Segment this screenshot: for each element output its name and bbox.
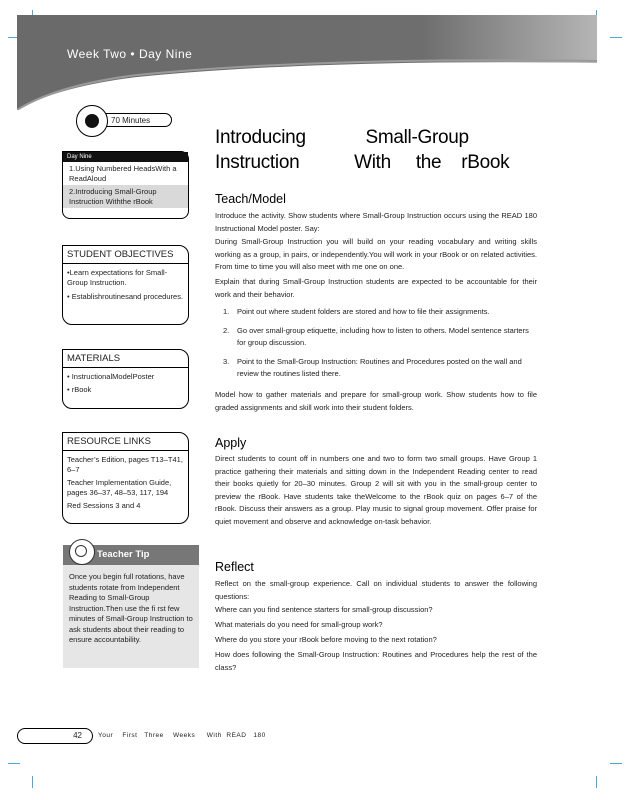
reflect-question: Where can you find sentence starters for small-group discussion? bbox=[215, 605, 433, 614]
step-number: 3. bbox=[223, 356, 230, 366]
crop-mark bbox=[596, 776, 597, 788]
step-text: Point to the Small-Group Instruction: Routines and Procedures posted on the wall and review the routines listed there. bbox=[237, 356, 522, 378]
step-item bbox=[215, 306, 537, 319]
teach-paragraph: Explain that during Small-Group Instruction students are expected to be accountable for their work and their behavior. bbox=[215, 277, 537, 299]
teach-paragraph: During Small-Group Instruction you will build on your reading vocabulary and writing skills working as a group, in pairs, or independently.You will work in your rBook or on related activities. From time to time you will also meet with me one on one. bbox=[215, 237, 537, 271]
agenda-item-current: 2.Introducing Small-Group Instruction Withthe rBook bbox=[63, 185, 188, 208]
resource-item: Red Sessions 3 and 4 bbox=[67, 501, 141, 510]
tip-heading: Teacher Tip bbox=[63, 545, 199, 565]
week-day-label: Week Two • Day Nine bbox=[67, 47, 193, 61]
clock-icon bbox=[76, 105, 108, 137]
reflect-question: Where do you store your rBook before moving to the next rotation? bbox=[215, 635, 437, 644]
agenda-heading: Day Nine bbox=[63, 152, 188, 162]
time-duration: 70 Minutes bbox=[98, 113, 172, 127]
teach-paragraph: Introduce the activity. Show students where Small-Group Instruction occurs using the READ 180 Instructional Model poster. Say: bbox=[215, 211, 537, 233]
step-item bbox=[215, 356, 537, 381]
crop-mark bbox=[610, 37, 622, 38]
lightbulb-icon bbox=[69, 539, 95, 565]
agenda-box bbox=[62, 151, 189, 219]
objective-item: • Establishroutinesand procedures. bbox=[67, 292, 184, 301]
student-objectives-box bbox=[62, 245, 189, 325]
teach-steps bbox=[215, 306, 537, 387]
resource-item: Teacher Implementation Guide, pages 36–37, 48–53, 117, 194 bbox=[67, 478, 172, 497]
material-item: • InstructionalModelPoster bbox=[67, 372, 155, 381]
tip-body: Once you begin full rotations, have students rotate from Independent Reading to Small-Group Instruction.Then use the fi rst few minutes of Small-Group Instruction to ask students about their reading to ensure accountability. bbox=[69, 572, 193, 644]
reflect-question: How does following the Small-Group Instruction: Routines and Procedures help the rest of the class? bbox=[215, 650, 537, 672]
reflect-question: What materials do you need for small-group work? bbox=[215, 620, 383, 629]
crop-mark bbox=[32, 776, 33, 788]
page-number: 42 bbox=[17, 728, 93, 744]
apply-paragraph: Direct students to count off in numbers one and two to form two small groups. Have Group 1 practice gathering their materials and sitting down in the Independent Reading center to read their books quietly for 20–30 minutes. Group 2 will sit with you in the small-group center to preview the rBook. Have students take theWelcome to the rBook quiz on pages 6–7 of the rBook. Discuss their answers as a group. Play music to signal group movement. Offer praise for quiet movement and observe and acknowledge on-task behavior. bbox=[215, 454, 537, 526]
step-number: 1. bbox=[223, 307, 230, 316]
resources-heading: RESOURCE LINKS bbox=[63, 433, 188, 451]
title-line: Instruction With the rBook bbox=[215, 152, 510, 173]
objective-item: •Learn expectations for Small-Group Instruction. bbox=[67, 268, 168, 287]
page-title bbox=[215, 125, 509, 175]
teach-model-heading: Teach/Model bbox=[215, 192, 286, 206]
step-item bbox=[215, 325, 537, 350]
objectives-heading: STUDENT OBJECTIVES bbox=[63, 246, 188, 264]
apply-heading: Apply bbox=[215, 436, 247, 450]
materials-heading: MATERIALS bbox=[63, 350, 188, 368]
step-number: 2. bbox=[223, 325, 230, 335]
teach-paragraph: Model how to gather materials and prepare for small-group work. Show students how to file graded assignments and skill work into their student folders. bbox=[215, 390, 537, 412]
reflect-heading: Reflect bbox=[215, 560, 254, 574]
crop-mark bbox=[610, 763, 622, 764]
step-text: Point out where student folders are stored and how to file their assignments. bbox=[237, 307, 490, 316]
crop-mark bbox=[8, 763, 20, 764]
title-line: Introducing Small-Group bbox=[215, 127, 469, 148]
footer-title: Your First Three Weeks With READ 180 bbox=[98, 732, 266, 739]
resource-links-box bbox=[62, 432, 189, 524]
material-item: • rBook bbox=[67, 385, 92, 394]
header-band bbox=[17, 15, 597, 110]
agenda-item: 1.Using Numbered HeadsWith a ReadAloud bbox=[69, 164, 177, 183]
reflect-paragraph: Reflect on the small-group experience. Call on individual students to answer the following questions: bbox=[215, 579, 537, 601]
resource-item: Teacher’s Edition, pages T13–T41, 6–7 bbox=[67, 455, 183, 474]
step-text: Go over small-group etiquette, including how to listen to others. Model sentence starters for group discussion. bbox=[237, 325, 529, 347]
materials-box bbox=[62, 349, 189, 409]
